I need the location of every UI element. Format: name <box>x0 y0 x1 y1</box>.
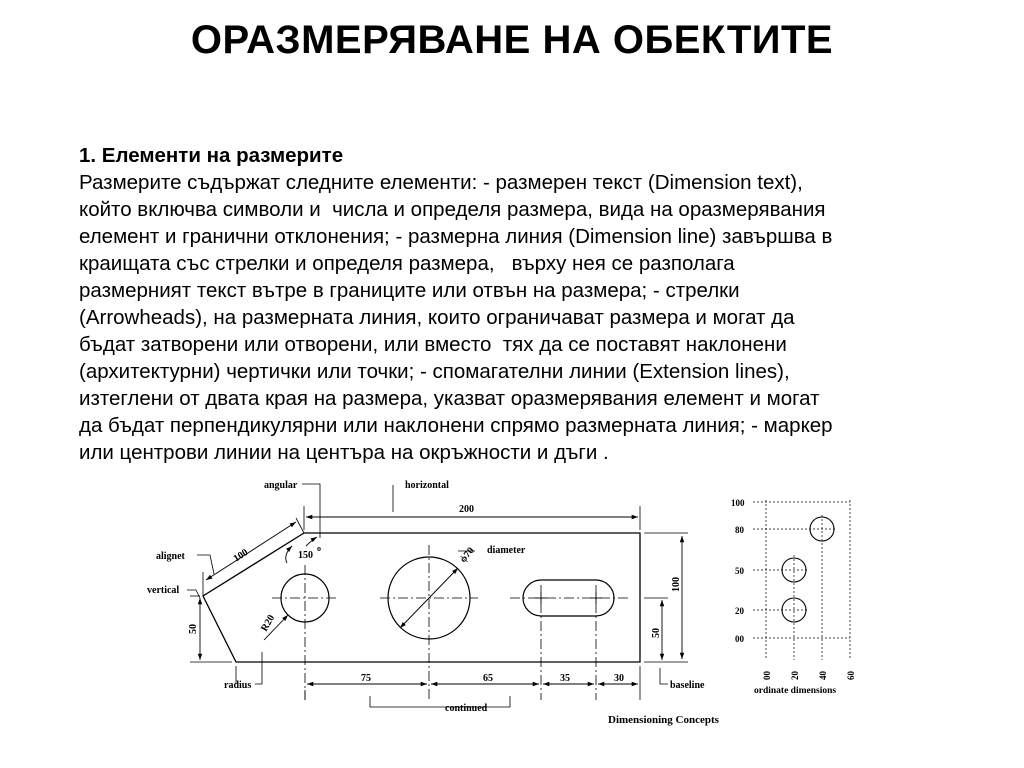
ordinate-figure <box>731 498 856 696</box>
dim-radius-20: R20 <box>259 613 278 634</box>
ordinate-x-label: 40 <box>818 671 828 680</box>
drawing-caption: Dimensioning Concepts <box>608 714 719 726</box>
label-horizontal: horizontal <box>405 480 449 491</box>
dim-200: 200 <box>459 504 474 515</box>
text-line: (Arrowheads), на размерната линия, които ограничават размера и могат да <box>79 306 795 329</box>
dimension-lines <box>200 517 682 684</box>
dim-diameter-70: ϕ70 <box>457 545 477 565</box>
ordinate-x-label: 00 <box>762 671 772 680</box>
dim-left-50: 50 <box>188 624 199 634</box>
part-outline <box>203 533 640 662</box>
dim-continued-35: 35 <box>560 673 570 684</box>
dim-continued-75: 75 <box>361 673 371 684</box>
label-alignet: alignet <box>156 551 185 562</box>
text-line: който включва символи и числа и определя размера, вида на оразмерявания <box>79 198 826 221</box>
ordinate-y-label: 100 <box>731 498 745 508</box>
center-lines <box>272 545 628 700</box>
label-radius: radius <box>224 680 252 691</box>
dim-angle-150: 150 <box>298 550 313 561</box>
text-line: елемент и гранични отклонения; - размерна линия (Dimension line) завършва в <box>79 225 833 248</box>
ordinate-y-label: 80 <box>735 525 744 535</box>
dim-right-100: 100 <box>671 577 682 592</box>
label-diameter: diameter <box>487 545 526 556</box>
dim-continued-65: 65 <box>483 673 493 684</box>
page-title: ОРАЗМЕРЯВАНЕ НА ОБЕКТИТЕ <box>190 18 834 62</box>
dim-degree: o <box>317 544 321 553</box>
ordinate-x-label: 60 <box>846 671 856 680</box>
label-continued: continued <box>445 703 488 714</box>
label-baseline: baseline <box>670 680 705 691</box>
text-line: или центрови линии на центъра на окръжности и дъги . <box>79 441 609 464</box>
ordinate-y-label: 50 <box>735 566 744 576</box>
dim-continued-30: 30 <box>614 673 624 684</box>
section-heading: 1. Елементи на размерите <box>79 144 344 167</box>
label-vertical: vertical <box>147 585 180 596</box>
text-line: Размерите съдържат следните елементи: - размерен текст (Dimension text), <box>79 171 803 194</box>
text-line: да бъдат перпендикулярни или наклонени спрямо размерната линия; - маркер <box>79 414 833 437</box>
ordinate-y-label: 00 <box>735 634 744 644</box>
text-line: бъдат затворени или отворени, или вместо тях да се поставят наклонени <box>79 333 787 356</box>
text-line: изтеглени от двата края на размера, указват оразмерявания елемент и могат <box>79 387 820 410</box>
ordinate-x-label: 20 <box>790 671 800 680</box>
text-line: (архитектурни) чертички или точки; - спомагателни линии (Extension lines), <box>79 360 790 383</box>
text-line: краищата със стрелки и определя размера, върху нея се разполага <box>79 252 735 275</box>
dim-aligned-100: 100 <box>231 547 251 565</box>
ordinate-y-label: 20 <box>735 606 744 616</box>
label-angular: angular <box>264 480 298 491</box>
ordinate-caption: ordinate dimensions <box>754 686 837 696</box>
text-line: размерният текст вътре в границите или отвън на размера; - стрелки <box>79 279 740 302</box>
dim-right-50: 50 <box>651 628 662 638</box>
